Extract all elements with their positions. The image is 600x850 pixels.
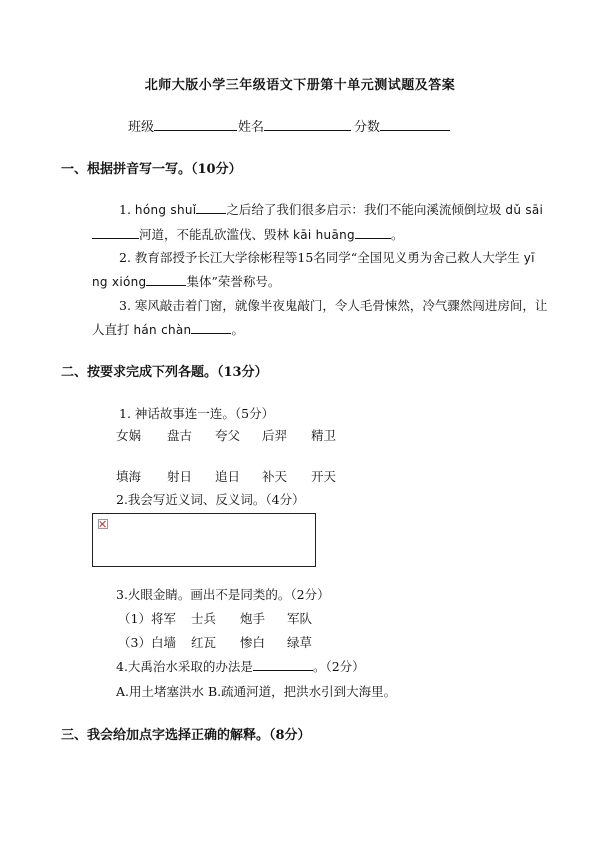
myth-deed-4[interactable]: 补天 (262, 469, 288, 484)
s2-q4-blank[interactable] (253, 658, 313, 671)
s1-q1-pinyin1: hóng shuǐ (134, 203, 197, 217)
word-1-1[interactable]: （1）将军 (118, 611, 176, 626)
s1-q2-pinyin2: ng xióng (92, 275, 147, 289)
section2-heading: 二、按要求完成下列各题。（13分） (61, 365, 268, 380)
class-label: 班级 (128, 120, 155, 135)
score-field (354, 116, 450, 135)
class-blank[interactable] (154, 118, 237, 131)
s1-q2-text2: 集体”荣誉称号。 (186, 274, 281, 289)
s2-q2-label: 2.我会写近义词、反义词。（4分） (116, 492, 305, 507)
word-2-3[interactable]: 惨白 (240, 635, 266, 650)
s1-q3-text2: 人直打 (92, 322, 130, 337)
s2-q1-label: 1. 神话故事连一连。（5分） (119, 406, 275, 421)
s1-q3-line2 (92, 320, 244, 338)
word-1-3[interactable]: 炮手 (240, 611, 266, 626)
s1-q1-line2 (92, 225, 403, 243)
page-title: 北师大版小学三年级语文下册第十单元测试题及答案 (144, 78, 456, 93)
name-field (238, 116, 351, 135)
myth-name-3[interactable]: 夸父 (215, 428, 241, 443)
myth-name-5[interactable]: 精卫 (311, 428, 337, 443)
s1-q1-line1 (119, 200, 543, 218)
s1-q2-text1: 2. 教育部授予长江大学徐彬程等15名同学“全国见义勇为舍己救人大学生 (119, 250, 520, 265)
s1-q2-blank[interactable] (146, 273, 186, 286)
s2-q4-tail: 。（2分） (312, 659, 365, 674)
s1-q1-pinyin3: kāi huāng (293, 228, 355, 242)
s1-q3-end: 。 (231, 322, 244, 337)
s1-q2-pinyin1: yī (523, 251, 535, 265)
myth-name-1[interactable]: 女娲 (116, 428, 142, 443)
myth-name-4[interactable]: 后羿 (262, 428, 288, 443)
word-2-2[interactable]: 红瓦 (191, 635, 217, 650)
s1-q3-blank[interactable] (191, 321, 231, 334)
word-1-2[interactable]: 士兵 (191, 611, 217, 626)
s2-q4-options: A.用土堵塞洪水 B.疏通河道，把洪水引到大海里。 (116, 684, 397, 699)
score-blank[interactable] (380, 118, 450, 131)
word-2-4[interactable]: 绿草 (287, 635, 313, 650)
myth-deed-2[interactable]: 射日 (167, 469, 193, 484)
myth-deed-1[interactable]: 填海 (116, 469, 142, 484)
broken-image-icon (98, 519, 108, 529)
myth-deed-3[interactable]: 追日 (215, 469, 241, 484)
s1-q1-text2: 河道，不能乱砍滥伐、毁林 (139, 227, 290, 242)
s1-q1-pinyin2: dǔ sāi (505, 203, 544, 217)
s2-q4-line (116, 657, 365, 675)
s1-q1-text1: 之后给了我们很多启示：我们不能向溪流倾倒垃圾 (226, 202, 502, 217)
s1-q2-line1 (119, 248, 535, 266)
s1-q1-blank2[interactable] (92, 226, 139, 239)
word-1-4[interactable]: 军队 (287, 611, 313, 626)
name-label: 姓名 (238, 120, 265, 135)
section1-heading: 一、根据拼音写一写。（10分） (61, 162, 242, 177)
myth-name-2[interactable]: 盘古 (167, 428, 193, 443)
s1-q1-blank1[interactable] (196, 201, 226, 214)
word-2-1[interactable]: （3）白墙 (118, 635, 176, 650)
score-label: 分数 (354, 120, 381, 135)
s2-q3-label: 3.火眼金睛。画出不是同类的。（2分） (116, 587, 330, 602)
myth-deed-5[interactable]: 开天 (311, 469, 337, 484)
s1-q1-num: 1. (119, 202, 131, 217)
class-field (128, 116, 237, 135)
s1-q2-line2 (92, 272, 280, 290)
section3-heading: 三、我会给加点字选择正确的解释。（8分） (61, 728, 311, 743)
name-blank[interactable] (264, 118, 351, 131)
s1-q3-pinyin: hán chàn (133, 323, 192, 337)
s2-q4-label: 4.大禹治水采取的办法是 (116, 659, 253, 674)
s1-q1-blank3[interactable] (355, 226, 391, 239)
s1-q1-text3: 。 (390, 227, 404, 242)
synonym-antonym-image (92, 513, 316, 567)
s1-q3-line1: 3. 寒风敲击着门窗，就像半夜鬼敲门，令人毛骨悚然，冷气骤然闯进房间，让 (119, 298, 548, 313)
